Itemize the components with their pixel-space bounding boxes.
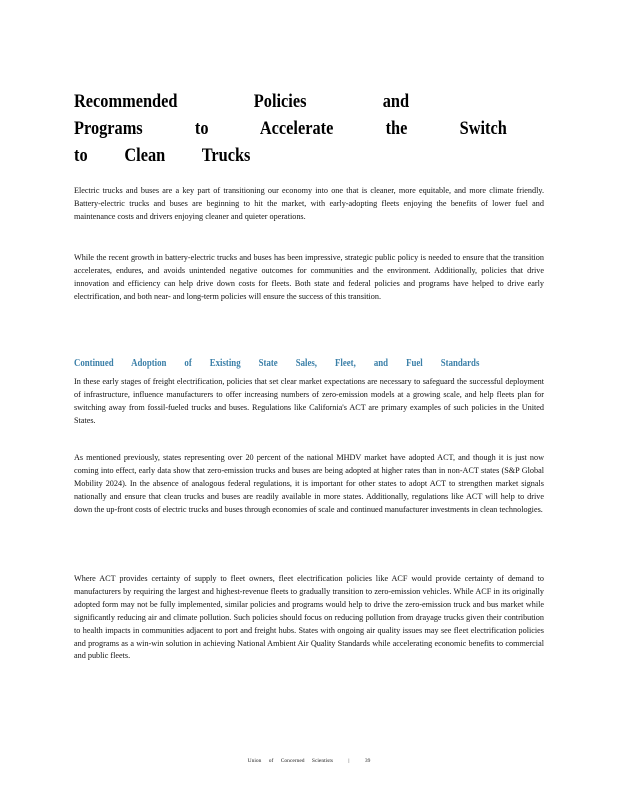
title-line: Programs to Accelerate the Switch bbox=[74, 117, 507, 139]
title-line: to Clean Trucks bbox=[74, 144, 251, 166]
page-title bbox=[74, 88, 507, 169]
page-number: 39 bbox=[364, 758, 371, 764]
body-paragraph: Where ACT provides certainty of supply to fleet owners, fleet electrification policies like ACF would provide certainty of demand to manufacturers by requiring the largest and highest-revenue fleets to gradually transition to zero-emission vehicles. While ACF in its originally adopted form may not be fully implemented, similar policies and programs would help to drive the zero-emission truck and bus market while significantly reducing air and climate pollution. Such policies should focus on reducing pollution from drayage trucks given their contribution to health impacts in communities adjacent to port and freight hubs. States with ongoing air quality issues may see fleet electrification policies and programs as a win-win solution in achieving National Ambient Air Quality Standards while accelerating economic benefits to commercial and public fleets. bbox=[74, 574, 544, 661]
body-paragraph: As mentioned previously, states representing over 20 percent of the national MHDV market have adopted ACT, and though it is just now coming into effect, early data show that zero-emission trucks and buses are being adopted at higher rates than in non-ACT states (S&P Global Mobility 2024). In the absence of analogous federal regulations, it is important for other states to adopt ACT to strengthen market signals nationally and ensure that clean trucks and buses are readily available in more states. Additionally, regulations like ACT will help to drive down the up-front costs of electric trucks and buses through economies of scale and continued manufacturer investments in clean technologies. bbox=[74, 453, 544, 514]
body-paragraph: Electric trucks and buses are a key part of transitioning our economy into one that is cleaner, more equitable, and more climate friendly. Battery-electric trucks and buses are beginning to hit the market, with early-adopting fleets enjoying the benefits of lower fuel and maintenance costs and drivers enjoying cleaner and quieter operations. bbox=[74, 186, 544, 221]
page-footer bbox=[0, 757, 618, 765]
body-paragraph: While the recent growth in battery-electric trucks and buses has been impressive, strategic public policy is needed to ensure that the transition accelerates, endures, and avoids unintended negative outcomes for communities and the environment. Additionally, policies that drive innovation and efficiency can help drive down costs for fleets. Both state and federal policies and programs have helped to drive early electrification, and both near- and long-term policies will ensure the success of this transition. bbox=[74, 253, 544, 301]
title-line: Recommended Policies and bbox=[74, 90, 410, 112]
section-subheading: Continued Adoption of Existing State Sales, Fleet, and Fuel Standards bbox=[74, 358, 480, 370]
footer-separator: | bbox=[348, 758, 350, 764]
body-paragraph: In these early stages of freight electrification, policies that set clear market expectations are necessary to safeguard the successful deployment of infrastructure, influence manufacturers to offer increasing numbers of zero-emission models at a growing scale, and help fleets plan for switching away from fossil-fueled trucks and buses. Regulations like California's ACT are primary examples of such policies in the United States. bbox=[74, 377, 544, 425]
footer-organization: Union of Concerned Scientists bbox=[247, 758, 333, 764]
